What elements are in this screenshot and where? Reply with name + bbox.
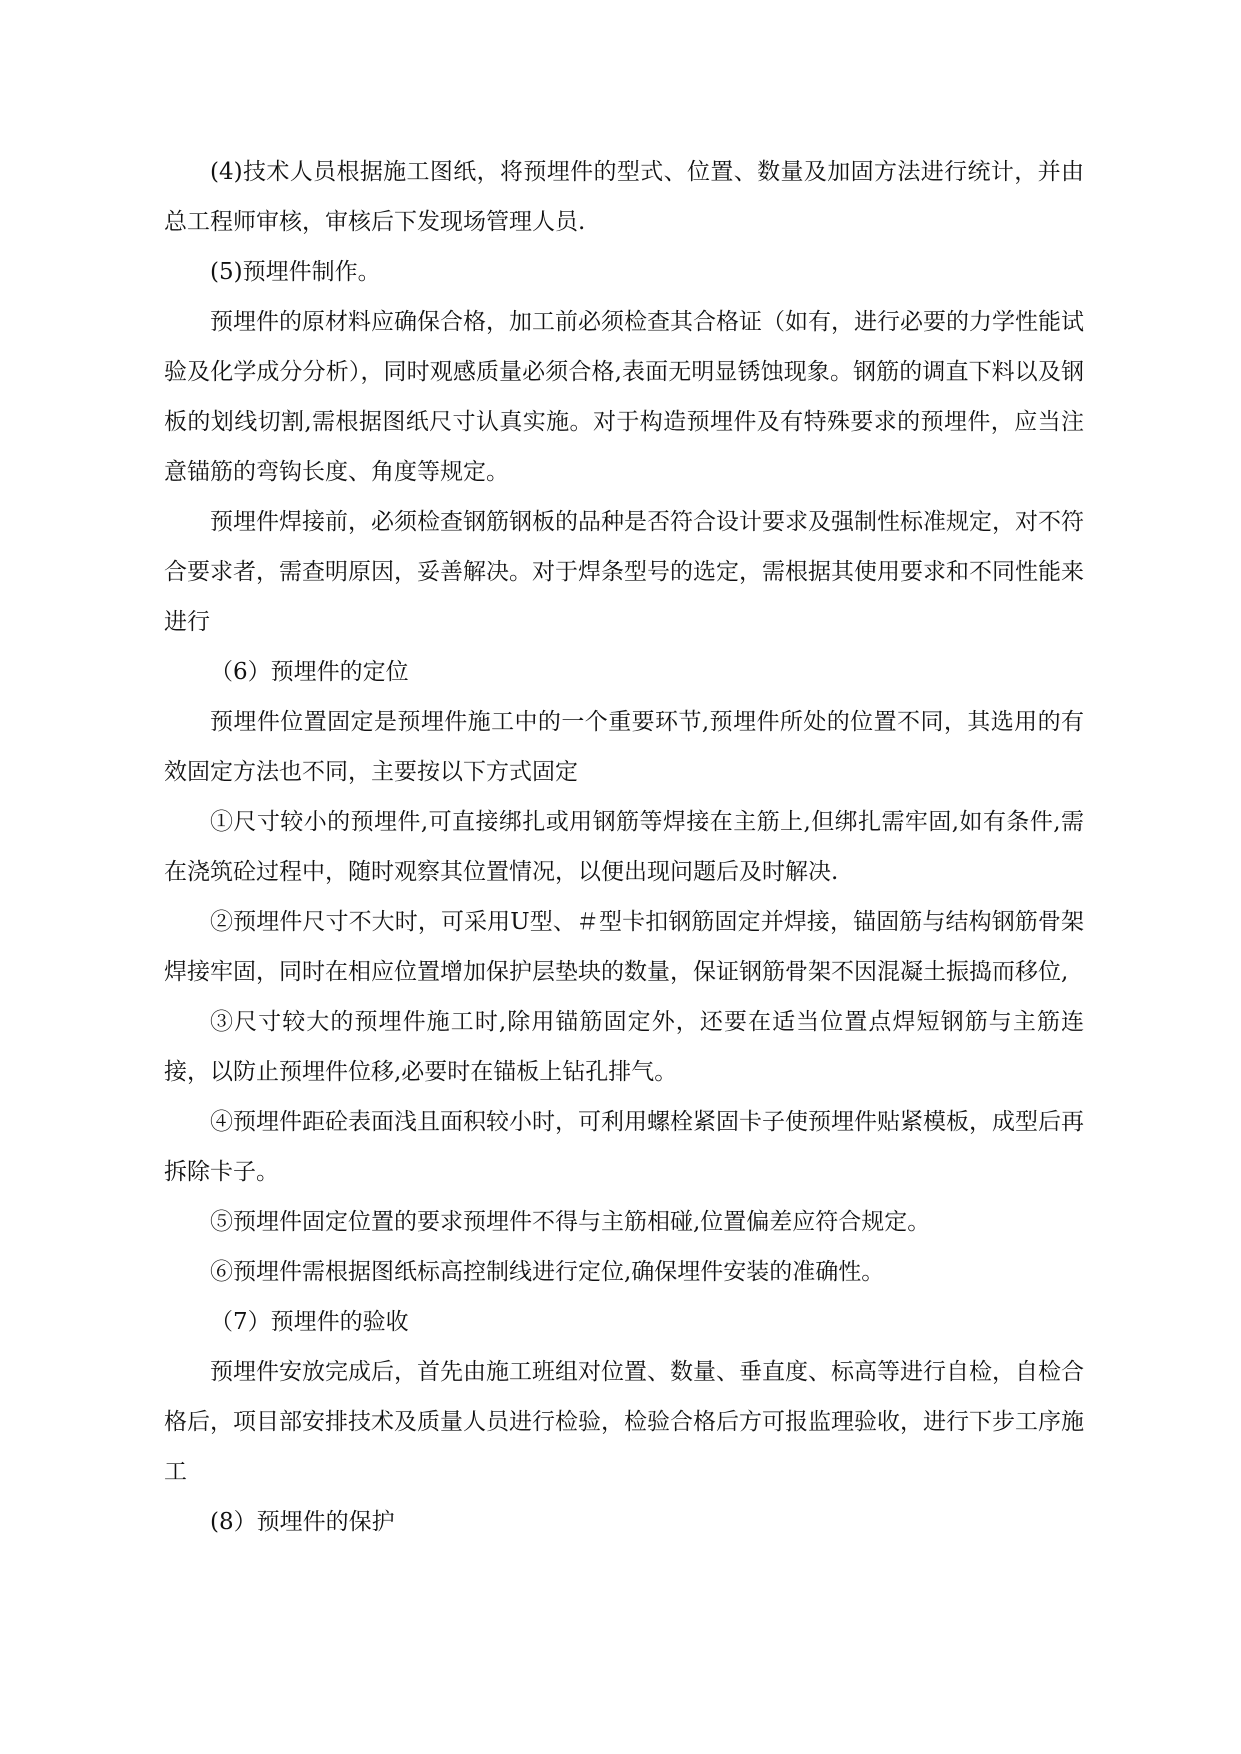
paragraph-item-4: (4)技术人员根据施工图纸，将预埋件的型式、位置、数量及加固方法进行统计，并由总工程师审核，审核后下发现场管理人员. [164, 159, 1084, 235]
section-heading-8: (8）预埋件的保护 [210, 1509, 395, 1535]
list-item-1: ①尺寸较小的预埋件,可直接绑扎或用钢筋等焊接在主筋上,但绑扎需牢固,如有条件,需在浇筑砼过程中，随时观察其位置情况，以便出现问题后及时解决. [164, 809, 1084, 885]
section-heading-5: (5)预埋件制作。 [210, 259, 381, 285]
list-item-5: ⑤预埋件固定位置的要求预埋件不得与主筋相碰,位置偏差应符合规定。 [210, 1209, 931, 1235]
section-heading-6: （6）预埋件的定位 [210, 659, 409, 685]
paragraph-raw-material: 预埋件的原材料应确保合格，加工前必须检查其合格证（如有，进行必要的力学性能试验及化学成分分析），同时观感质量必须合格,表面无明显锈蚀现象。钢筋的调直下料以及钢板的划线切割,需根据图纸尺寸认真实施。对于构造预埋件及有特殊要求的预埋件，应当注意锚筋的弯钩长度、角度等规定。 [164, 309, 1084, 485]
paragraph-positioning: 预埋件位置固定是预埋件施工中的一个重要环节,预埋件所处的位置不同，其选用的有效固定方法也不同，主要按以下方式固定 [164, 709, 1084, 785]
paragraph-welding: 预埋件焊接前，必须检查钢筋钢板的品种是否符合设计要求及强制性标准规定，对不符合要求者，需查明原因，妥善解决。对于焊条型号的选定，需根据其使用要求和不同性能来进行 [164, 509, 1084, 635]
list-item-3: ③尺寸较大的预埋件施工时,除用锚筋固定外，还要在适当位置点焊短钢筋与主筋连接，以防止预埋件位移,必要时在锚板上钻孔排气。 [164, 1009, 1084, 1085]
paragraph-acceptance: 预埋件安放完成后，首先由施工班组对位置、数量、垂直度、标高等进行自检，自检合格后，项目部安排技术及质量人员进行检验，检验合格后方可报监理验收，进行下步工序施工 [164, 1359, 1084, 1485]
section-heading-7: （7）预埋件的验收 [210, 1309, 409, 1335]
list-item-6: ⑥预埋件需根据图纸标高控制线进行定位,确保埋件安装的准确性。 [210, 1259, 885, 1285]
list-item-4: ④预埋件距砼表面浅且面积较小时，可利用螺栓紧固卡子使预埋件贴紧模板，成型后再拆除卡子。 [164, 1109, 1084, 1185]
document-body [164, 147, 1084, 1547]
list-item-2: ②预埋件尺寸不大时，可采用U型、＃型卡扣钢筋固定并焊接，锚固筋与结构钢筋骨架焊接牢固，同时在相应位置增加保护层垫块的数量，保证钢筋骨架不因混凝土振捣而移位, [164, 909, 1084, 985]
